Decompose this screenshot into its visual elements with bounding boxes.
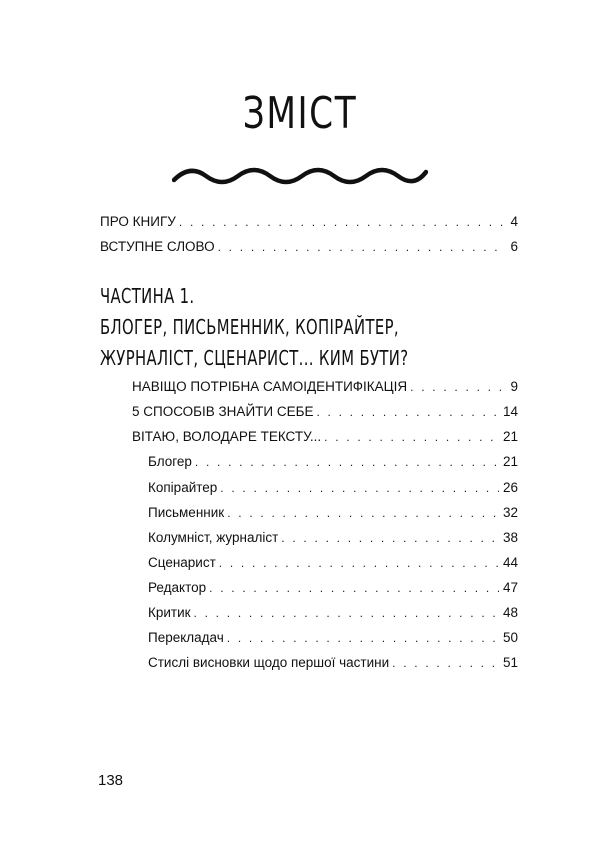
toc-section-page: 9 bbox=[510, 379, 518, 394]
toc-section[interactable] bbox=[132, 403, 518, 421]
toc-section-page: 21 bbox=[502, 429, 518, 444]
toc-section-label: ВІТАЮ, ВОЛОДАРЕ ТЕКСТУ... bbox=[132, 429, 322, 444]
toc-entry-introduction[interactable] bbox=[100, 238, 518, 256]
toc-section[interactable] bbox=[132, 378, 518, 396]
toc-subsection[interactable] bbox=[148, 554, 518, 572]
toc-subsection-label: Блогер bbox=[148, 454, 192, 469]
toc-section[interactable] bbox=[132, 428, 518, 446]
toc-subsection-label: Письменник bbox=[148, 505, 225, 520]
toc-subsection[interactable] bbox=[148, 629, 518, 647]
toc-entry-label: ПРО КНИГУ bbox=[100, 214, 176, 229]
part-heading-line-1: ЧАСТИНА 1. bbox=[100, 284, 195, 308]
wave-divider bbox=[172, 162, 428, 190]
dot-leader bbox=[195, 453, 499, 471]
dot-leader bbox=[220, 479, 499, 497]
dot-leader bbox=[392, 654, 499, 672]
page-title: ЗМІСТ bbox=[242, 88, 358, 139]
toc-subsection-label: Копірайтер bbox=[148, 480, 218, 495]
toc-subsection-page: 21 bbox=[502, 454, 518, 469]
toc-subsection-page: 51 bbox=[502, 655, 518, 670]
toc-subsection-page: 38 bbox=[502, 530, 518, 545]
dot-leader bbox=[179, 213, 507, 231]
dot-leader bbox=[227, 504, 499, 522]
dot-leader bbox=[324, 428, 499, 446]
toc-entry-page: 6 bbox=[510, 239, 518, 254]
toc-subsection[interactable] bbox=[148, 579, 518, 597]
toc-subsection-label: Стислі висновки щодо першої частини bbox=[148, 655, 390, 670]
toc-subsection-label: Критик bbox=[148, 605, 191, 620]
toc-subsection-page: 32 bbox=[502, 505, 518, 520]
toc-subsection[interactable] bbox=[148, 504, 518, 522]
dot-leader bbox=[219, 554, 499, 572]
toc-subsection-label: Сценарист bbox=[148, 555, 216, 570]
dot-leader bbox=[281, 529, 499, 547]
toc-section-label: НАВІЩО ПОТРІБНА САМОІДЕНТИФІКАЦІЯ bbox=[132, 379, 408, 394]
toc-subsection-page: 48 bbox=[502, 605, 518, 620]
toc-section-page: 14 bbox=[502, 404, 518, 419]
toc-entry-about-book[interactable] bbox=[100, 213, 518, 231]
page-number: 138 bbox=[98, 772, 124, 789]
toc-subsection-label: Редактор bbox=[148, 580, 207, 595]
part-heading-line-3: ЖУРНАЛІСТ, СЦЕНАРИСТ... КИМ БУТИ? bbox=[100, 346, 409, 370]
dot-leader bbox=[227, 629, 499, 647]
toc-subsection-label: Колумніст, журналіст bbox=[148, 530, 279, 545]
dot-leader bbox=[209, 579, 499, 597]
toc-entry-label: ВСТУПНЕ СЛОВО bbox=[100, 239, 215, 254]
toc-subsection-page: 26 bbox=[502, 480, 518, 495]
dot-leader bbox=[410, 378, 506, 396]
toc-subsection[interactable] bbox=[148, 654, 518, 672]
dot-leader bbox=[194, 604, 499, 622]
toc-subsection[interactable] bbox=[148, 453, 518, 471]
toc-subsection-page: 47 bbox=[502, 580, 518, 595]
toc-subsection-page: 44 bbox=[502, 555, 518, 570]
part-heading-line-2: БЛОГЕР, ПИСЬМЕННИК, КОПІРАЙТЕР, bbox=[100, 315, 399, 339]
toc-section-label: 5 СПОСОБІВ ЗНАЙТИ СЕБЕ bbox=[132, 404, 314, 419]
toc-subsection-label: Перекладач bbox=[148, 630, 224, 645]
toc-subsection[interactable] bbox=[148, 529, 518, 547]
toc-subsection[interactable] bbox=[148, 479, 518, 497]
dot-leader bbox=[218, 238, 507, 256]
toc-subsection-page: 50 bbox=[502, 630, 518, 645]
toc-subsection[interactable] bbox=[148, 604, 518, 622]
toc-entry-page: 4 bbox=[510, 214, 518, 229]
dot-leader bbox=[316, 403, 499, 421]
